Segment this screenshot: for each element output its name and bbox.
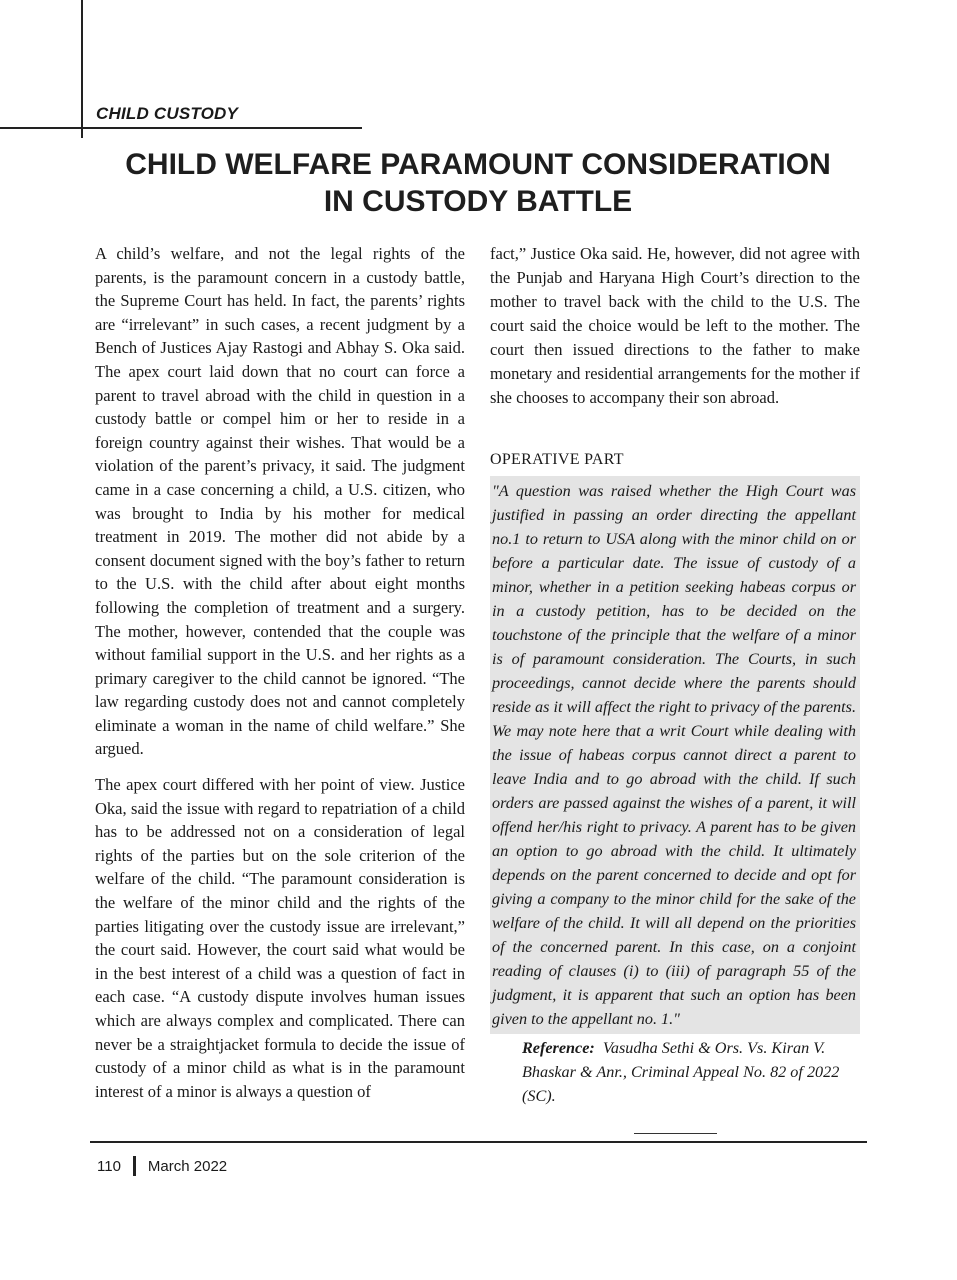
footer-rule (90, 1141, 867, 1143)
body-paragraph-continuation: fact,” Justice Oka said. He, however, did not agree with the Punjab and Haryana High Court’s direction to the mother to travel back with the child to the U.S. The court said the choice would be left to the mother. The court then issued directions to the father to make monetary and residential arrangements for the mother if she chooses to accompany their son abroad. (490, 244, 860, 407)
footer-separator (133, 1156, 136, 1176)
reference-citation (522, 1036, 860, 1108)
right-column (490, 242, 860, 1108)
crop-mark-vertical (81, 0, 83, 138)
operative-quote-text: "A question was raised whether the High Court was justified in passing an order directing the appellant no.1 to return to USA along with the minor child on or before a particular date. The issue of custody of a minor, whether in a petition seeking habeas corpus or in a custody petition, has to be decided on the touchstone of the principle that the welfare of a minor is of paramount consideration. The Courts, in such proceedings, cannot decide where the parents should reside as it will affect the right to privacy of the parents. We may note here that a writ Court while dealing with the issue of habeas corpus cannot direct a parent to leave India and to go abroad with the child. If such orders are passed against the wishes of a parent, it will offend her/his right to privacy. A parent has to be given an option to go abroad with the child. It ultimately depends on the parent concerned to decide and opt for giving a company to the minor child for the sake of the welfare of the child. It will all depend on the priorities of the concerned parent. In this case, on a conjoint reading of clauses (i) to (iii) of paragraph 55 of the judgment, it is apparent that such an option has been given to the appellant no. 1." (492, 482, 856, 1028)
title-line-1: CHILD WELFARE PARAMOUNT CONSIDERATION (125, 148, 831, 181)
reference-text: Vasudha Sethi & Ors. Vs. Kiran V. Bhaskar & Anr., Criminal Appeal No. 82 of 2022 (SC). (522, 1039, 840, 1105)
operative-quote-box (490, 476, 860, 1034)
article-end-rule (634, 1133, 717, 1134)
body-paragraph-2: The apex court differed with her point of view. Justice Oka, said the issue with regard to repatriation of a child has to be addressed not on a consideration of legal rights of the parties but on the sole criterion of the welfare of the child. “The paramount consideration is the welfare of the minor child and the rights of the parties litigating over the custody issue are irrelevant,” the court said. However, the court said what would be in the best interest of a child was a question of fact in each case. “A custody dispute involves human issues which are always complex and complicated. There can never be a straightjacket formula to decide the issue of custody of a minor child as what is in the paramount interest of a minor is always a question of (95, 775, 465, 1101)
section-rule (0, 127, 362, 129)
page-number: 110 (97, 1157, 121, 1175)
left-column (95, 242, 465, 1115)
operative-part-heading: OPERATIVE PART (490, 451, 624, 468)
title-line-2: IN CUSTODY BATTLE (323, 185, 633, 218)
body-paragraph-1: A child’s welfare, and not the legal rights of the parents, is the paramount concern in a custody battle, the Supreme Court has held. In fact, the parents’ rights are “irrelevant” in such cases, a recent judgment by a Bench of Justices Ajay Rastogi and Abhay S. Oka said. The apex court laid down that no court can force a parent to travel abroad with the child in question in a custody battle or compel him or her to reside in a foreign country against their wishes. That would be a violation of the parent’s privacy, it said. The judgment came in a case concerning a child, a U.S. citizen, who was brought to India by his mother for medical treatment in 2019. The mother did not abide by a consent document signed with the boy’s father to return to the U.S. with the child after about eight months following the completion of treatment and a surgery. The mother, however, contended that the couple was without familial support in the U.S. and her rights as a primary caregiver to the child cannot be ignored. “The law regarding custody does not and cannot completely eliminate a woman in the name of child welfare.” She argued. (95, 244, 465, 759)
page-footer (97, 1156, 227, 1176)
section-label: CHILD CUSTODY (96, 104, 239, 123)
reference-label: Reference: (522, 1039, 595, 1057)
issue-date: March 2022 (147, 1157, 228, 1175)
page-title (90, 146, 866, 220)
